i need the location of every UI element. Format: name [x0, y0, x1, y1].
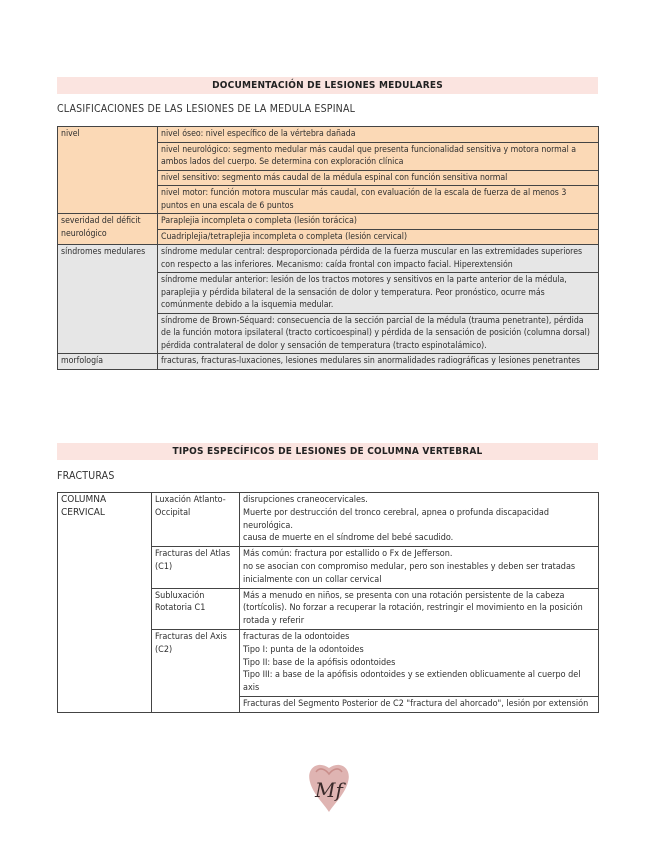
description-line: Tipo II: base de la apófisis odontoides [243, 657, 396, 668]
classification-table [57, 126, 599, 370]
fracture-description: Fracturas del Segmento Posterior de C2 "fractura del ahorcado", lesión por extensión [240, 696, 599, 712]
subtitle-clasificaciones: CLASIFICACIONES DE LAS LESIONES DE LA MEDULA ESPINAL [57, 103, 356, 115]
subtitle-fracturas: FRACTURAS [57, 470, 115, 482]
section-title-tipos: TIPOS ESPECÍFICOS DE LESIONES DE COLUMNA VERTEBRAL [57, 443, 598, 460]
severidad-item: Paraplejia incompleta o completa (lesión torácica) [158, 214, 599, 230]
row-label-sindromes: síndromes medulares [58, 245, 158, 354]
description-line: Más a menudo en niños, se presenta con una rotación persistente de la cabeza (tortícolis). No forzar a recuperar la rotación, restringir el movimiento en la posición rotada y referir [243, 590, 583, 627]
logo-text: Mf [315, 778, 343, 802]
section-title-lesiones: DOCUMENTACIÓN DE LESIONES MEDULARES [57, 77, 598, 94]
brand-logo [304, 760, 354, 816]
nivel-item: nivel óseo: nivel específico de la vértebra dañada [158, 127, 599, 143]
nivel-item: nivel motor: función motora muscular más caudal, con evaluación de la escala de fuerza de al menos 3 puntos en una escala de 6 puntos [158, 186, 599, 214]
description-line: Muerte por destrucción del tronco cerebral, apnea o profunda discapacidad neurológica. [243, 507, 549, 531]
fracturas-table [57, 492, 599, 713]
sindrome-item: síndrome medular anterior: lesión de los tractos motores y sensitivos en la parte anterior de la médula, paraplejia y pérdida bilateral de la sensación de dolor y temperatura. Peor pronóstico, ocurre más comúnmente debido a la isquemia medular. [158, 273, 599, 314]
description-line: no se asocian con compromiso medular, pero son inestables y deben ser tratadas inicialmente con un collar cervical [243, 561, 576, 585]
fracture-description [240, 547, 599, 588]
fracture-type: Subluxación Rotatoria C1 [152, 588, 240, 629]
description-line: causa de muerte en el síndrome del bebé sacudido. [243, 533, 454, 544]
row-label-morfologia: morfología [58, 354, 158, 370]
description-line: Tipo III: a base de la apófisis odontoides y se extienden oblicuamente al cuerpo del axis [243, 670, 581, 694]
row-label-nivel: nivel [58, 127, 158, 214]
nivel-item: nivel sensitivo: segmento más caudal de la médula espinal con función sensitiva normal [158, 170, 599, 186]
description-line: Más común: fractura por estallido o Fx de Jefferson. [243, 549, 453, 560]
description-line: disrupciones craneocervicales. [243, 495, 368, 505]
row-label-severidad: severidad del déficit neurológico [58, 214, 158, 245]
nivel-item: nivel neurológico: segmento medular más caudal que presenta funcionalidad sensitiva y motora normal a ambos lados del cuerpo. Se determina con exploración clínica [158, 142, 599, 170]
description-line: Tipo I: punta de la odontoides [243, 644, 364, 655]
fracture-type: Luxación Atlanto-Occipital [152, 493, 240, 547]
fracture-description [240, 588, 599, 629]
fracture-description [240, 493, 599, 547]
fracture-description [240, 629, 599, 696]
morfologia-item: fracturas, fracturas-luxaciones, lesiones medulares sin anormalidades radiográficas y lesiones penetrantes [158, 354, 599, 370]
fracture-type: Fracturas del Axis (C2) [152, 629, 240, 712]
fracture-type: Fracturas del Atlas (C1) [152, 547, 240, 588]
description-line: fracturas de la odontoides [243, 631, 350, 642]
region-cervical: COLUMNA CERVICAL [58, 493, 152, 713]
sindrome-item: síndrome de Brown-Séquard: consecuencia de la sección parcial de la médula (trauma penetrante), pérdida de la función motora ipsilateral (tracto corticoespinal) y pérdida de la sensación de posición (columna dorsal) pérdida contralateral de dolor y sensación de temperatura (tracto espinotalámico). [158, 313, 599, 354]
sindrome-item: síndrome medular central: desproporcionada pérdida de la fuerza muscular en las extremidades superiores con respecto a las inferiores. Mecanismo: caída frontal con impacto facial. Hiperextensión [158, 245, 599, 273]
severidad-item: Cuadriplejia/tetraplejia incompleta o completa (lesión cervical) [158, 229, 599, 245]
